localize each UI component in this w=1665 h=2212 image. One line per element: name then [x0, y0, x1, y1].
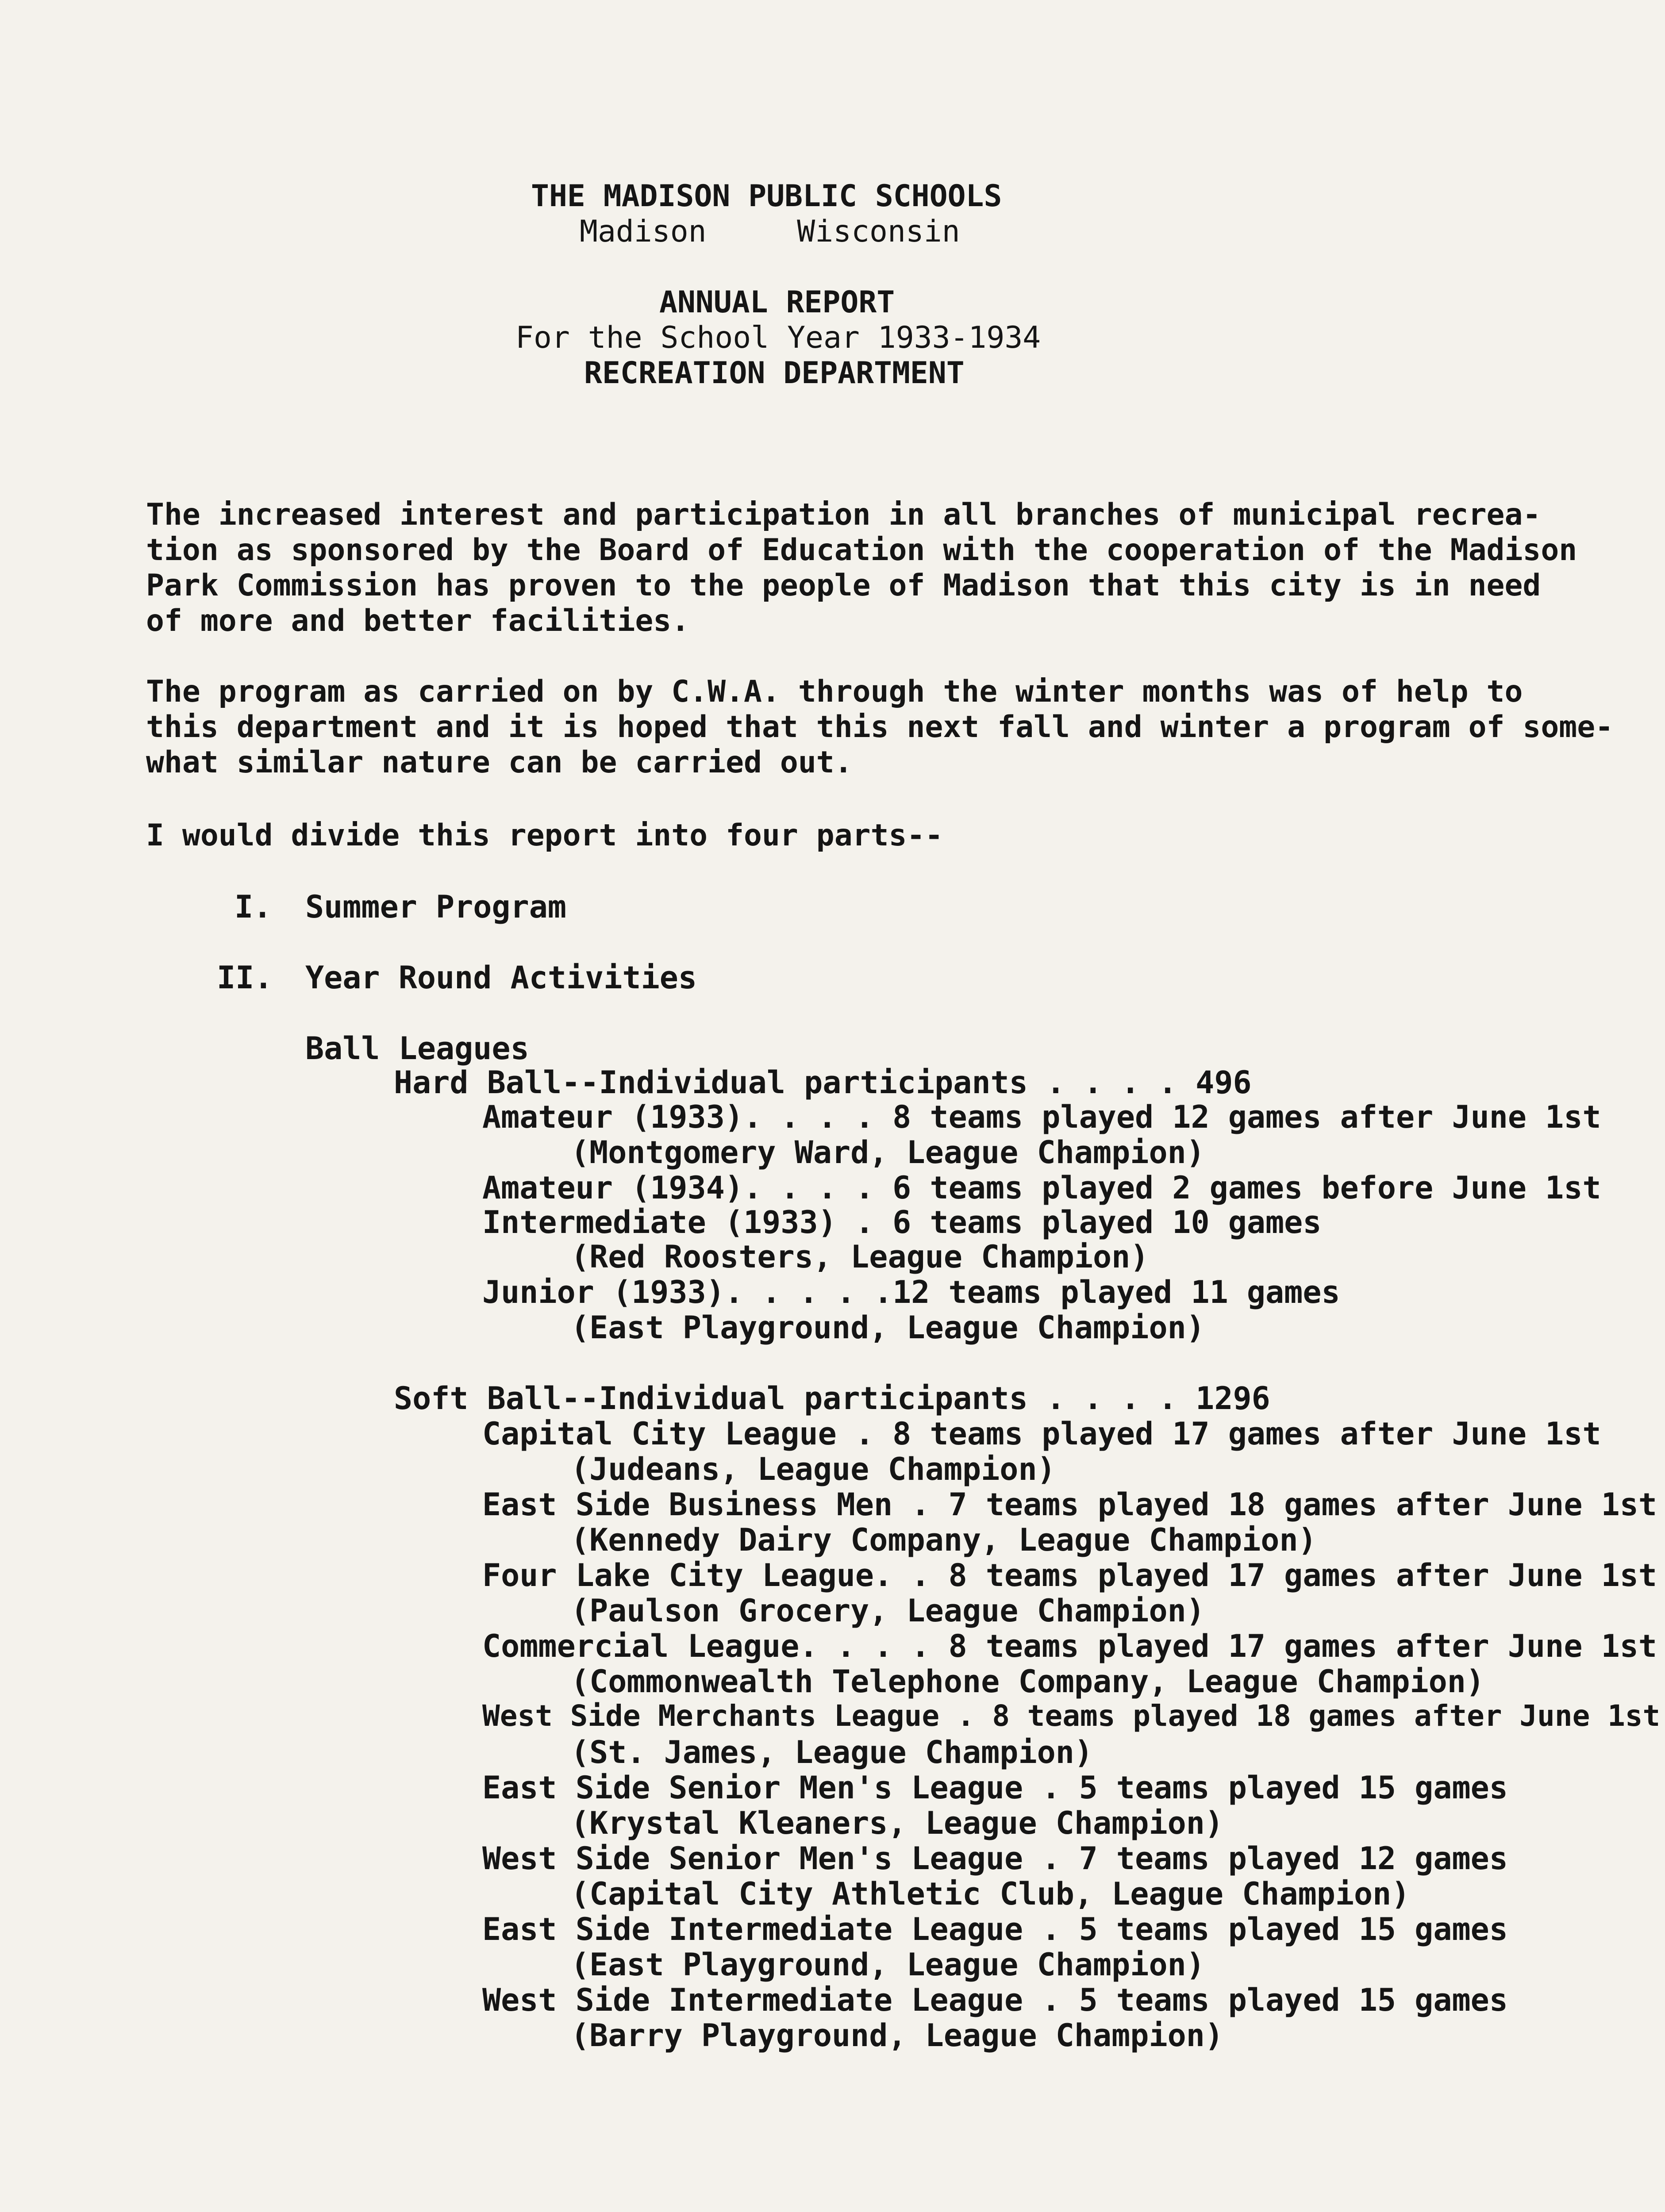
intro-p1-line-4: of more and better facilities.	[146, 603, 690, 638]
soft-ball-row: West Side Senior Men's League . 7 teams played 12 games	[482, 1840, 1508, 1877]
hard-ball-row: Amateur (1934). . . . 6 teams played 2 games before June 1st	[482, 1170, 1601, 1206]
soft-ball-row: (Capital City Athletic Club, League Champion)	[571, 1876, 1410, 1912]
soft-ball-row: Commercial League. . . . 8 teams played 17 games after June 1st	[482, 1628, 1657, 1664]
part-2-numeral: II.	[217, 960, 273, 996]
hard-ball-row: Junior (1933). . . . .12 teams played 11 games	[482, 1274, 1340, 1310]
ball-leagues-heading: Ball Leagues	[305, 1030, 529, 1067]
soft-ball-row: (Barry Playground, League Champion)	[571, 2017, 1224, 2054]
hard-ball-row: (Montgomery Ward, League Champion)	[571, 1134, 1205, 1171]
part-1-label: Summer Program	[305, 889, 567, 925]
soft-ball-row: (Paulson Grocery, League Champion)	[571, 1593, 1205, 1629]
soft-ball-row: (East Playground, League Champion)	[571, 1947, 1205, 1983]
intro-p1-line-3: Park Commission has proven to the people of Madison that this city is in need	[146, 568, 1541, 603]
hard-ball-row: Amateur (1933). . . . 8 teams played 12 games after June 1st	[482, 1099, 1601, 1135]
soft-ball-row: East Side Business Men . 7 teams played 18 games after June 1st	[482, 1486, 1657, 1523]
hard-ball-row: (East Playground, League Champion)	[571, 1310, 1205, 1346]
soft-ball-line: Soft Ball--Individual participants . . . . 1296	[394, 1380, 1270, 1417]
hard-ball-row: Intermediate (1933) . 6 teams played 10 games	[482, 1204, 1322, 1240]
hard-ball-row: (Red Roosters, League Champion)	[571, 1239, 1149, 1275]
hard-ball-line: Hard Ball--Individual participants . . . . 496	[394, 1064, 1252, 1101]
report-title: ANNUAL REPORT	[659, 285, 895, 320]
intro-p1-line-2: tion as sponsored by the Board of Education with the cooperation of the Madison	[146, 533, 1577, 568]
city-state: Madison Wisconsin	[580, 214, 960, 249]
soft-ball-row: Capital City League . 8 teams played 17 games after June 1st	[482, 1416, 1601, 1452]
soft-ball-row: Four Lake City League. . 8 teams played 17 games after June 1st	[482, 1557, 1657, 1594]
part-1-numeral: I.	[235, 889, 272, 925]
soft-ball-row: West Side Merchants League . 8 teams played 18 games after June 1st	[482, 1699, 1661, 1733]
soft-ball-row: (Kennedy Dairy Company, League Champion)	[571, 1522, 1317, 1558]
soft-ball-row: East Side Intermediate League . 5 teams played 15 games	[482, 1911, 1508, 1947]
intro-p2-line-2: this department and it is hoped that this next fall and winter a program of some-	[146, 710, 1614, 745]
soft-ball-row: (St. James, League Champion)	[571, 1734, 1093, 1770]
intro-p1-line-1: The increased interest and participation in all branches of municipal recrea-	[146, 497, 1541, 532]
intro-p2-line-1: The program as carried on by C.W.A. through the winter months was of help to	[146, 674, 1523, 709]
department-name: RECREATION DEPARTMENT	[584, 356, 965, 391]
soft-ball-row: West Side Intermediate League . 5 teams played 15 games	[482, 1982, 1508, 2018]
soft-ball-row: (Krystal Kleaners, League Champion)	[571, 1805, 1224, 1841]
soft-ball-row: (Commonwealth Telephone Company, League Champion)	[571, 1663, 1485, 1700]
soft-ball-row: East Side Senior Men's League . 5 teams played 15 games	[482, 1770, 1508, 1806]
intro-p2-line-3: what similar nature can be carried out.	[146, 745, 853, 780]
soft-ball-row: (Judeans, League Champion)	[571, 1451, 1056, 1487]
school-year: For the School Year 1933-1934	[515, 320, 1041, 355]
part-2-label: Year Round Activities	[305, 960, 697, 996]
school-name: THE MADISON PUBLIC SCHOOLS	[531, 179, 1002, 214]
intro-p3: I would divide this report into four parts--	[146, 818, 943, 853]
